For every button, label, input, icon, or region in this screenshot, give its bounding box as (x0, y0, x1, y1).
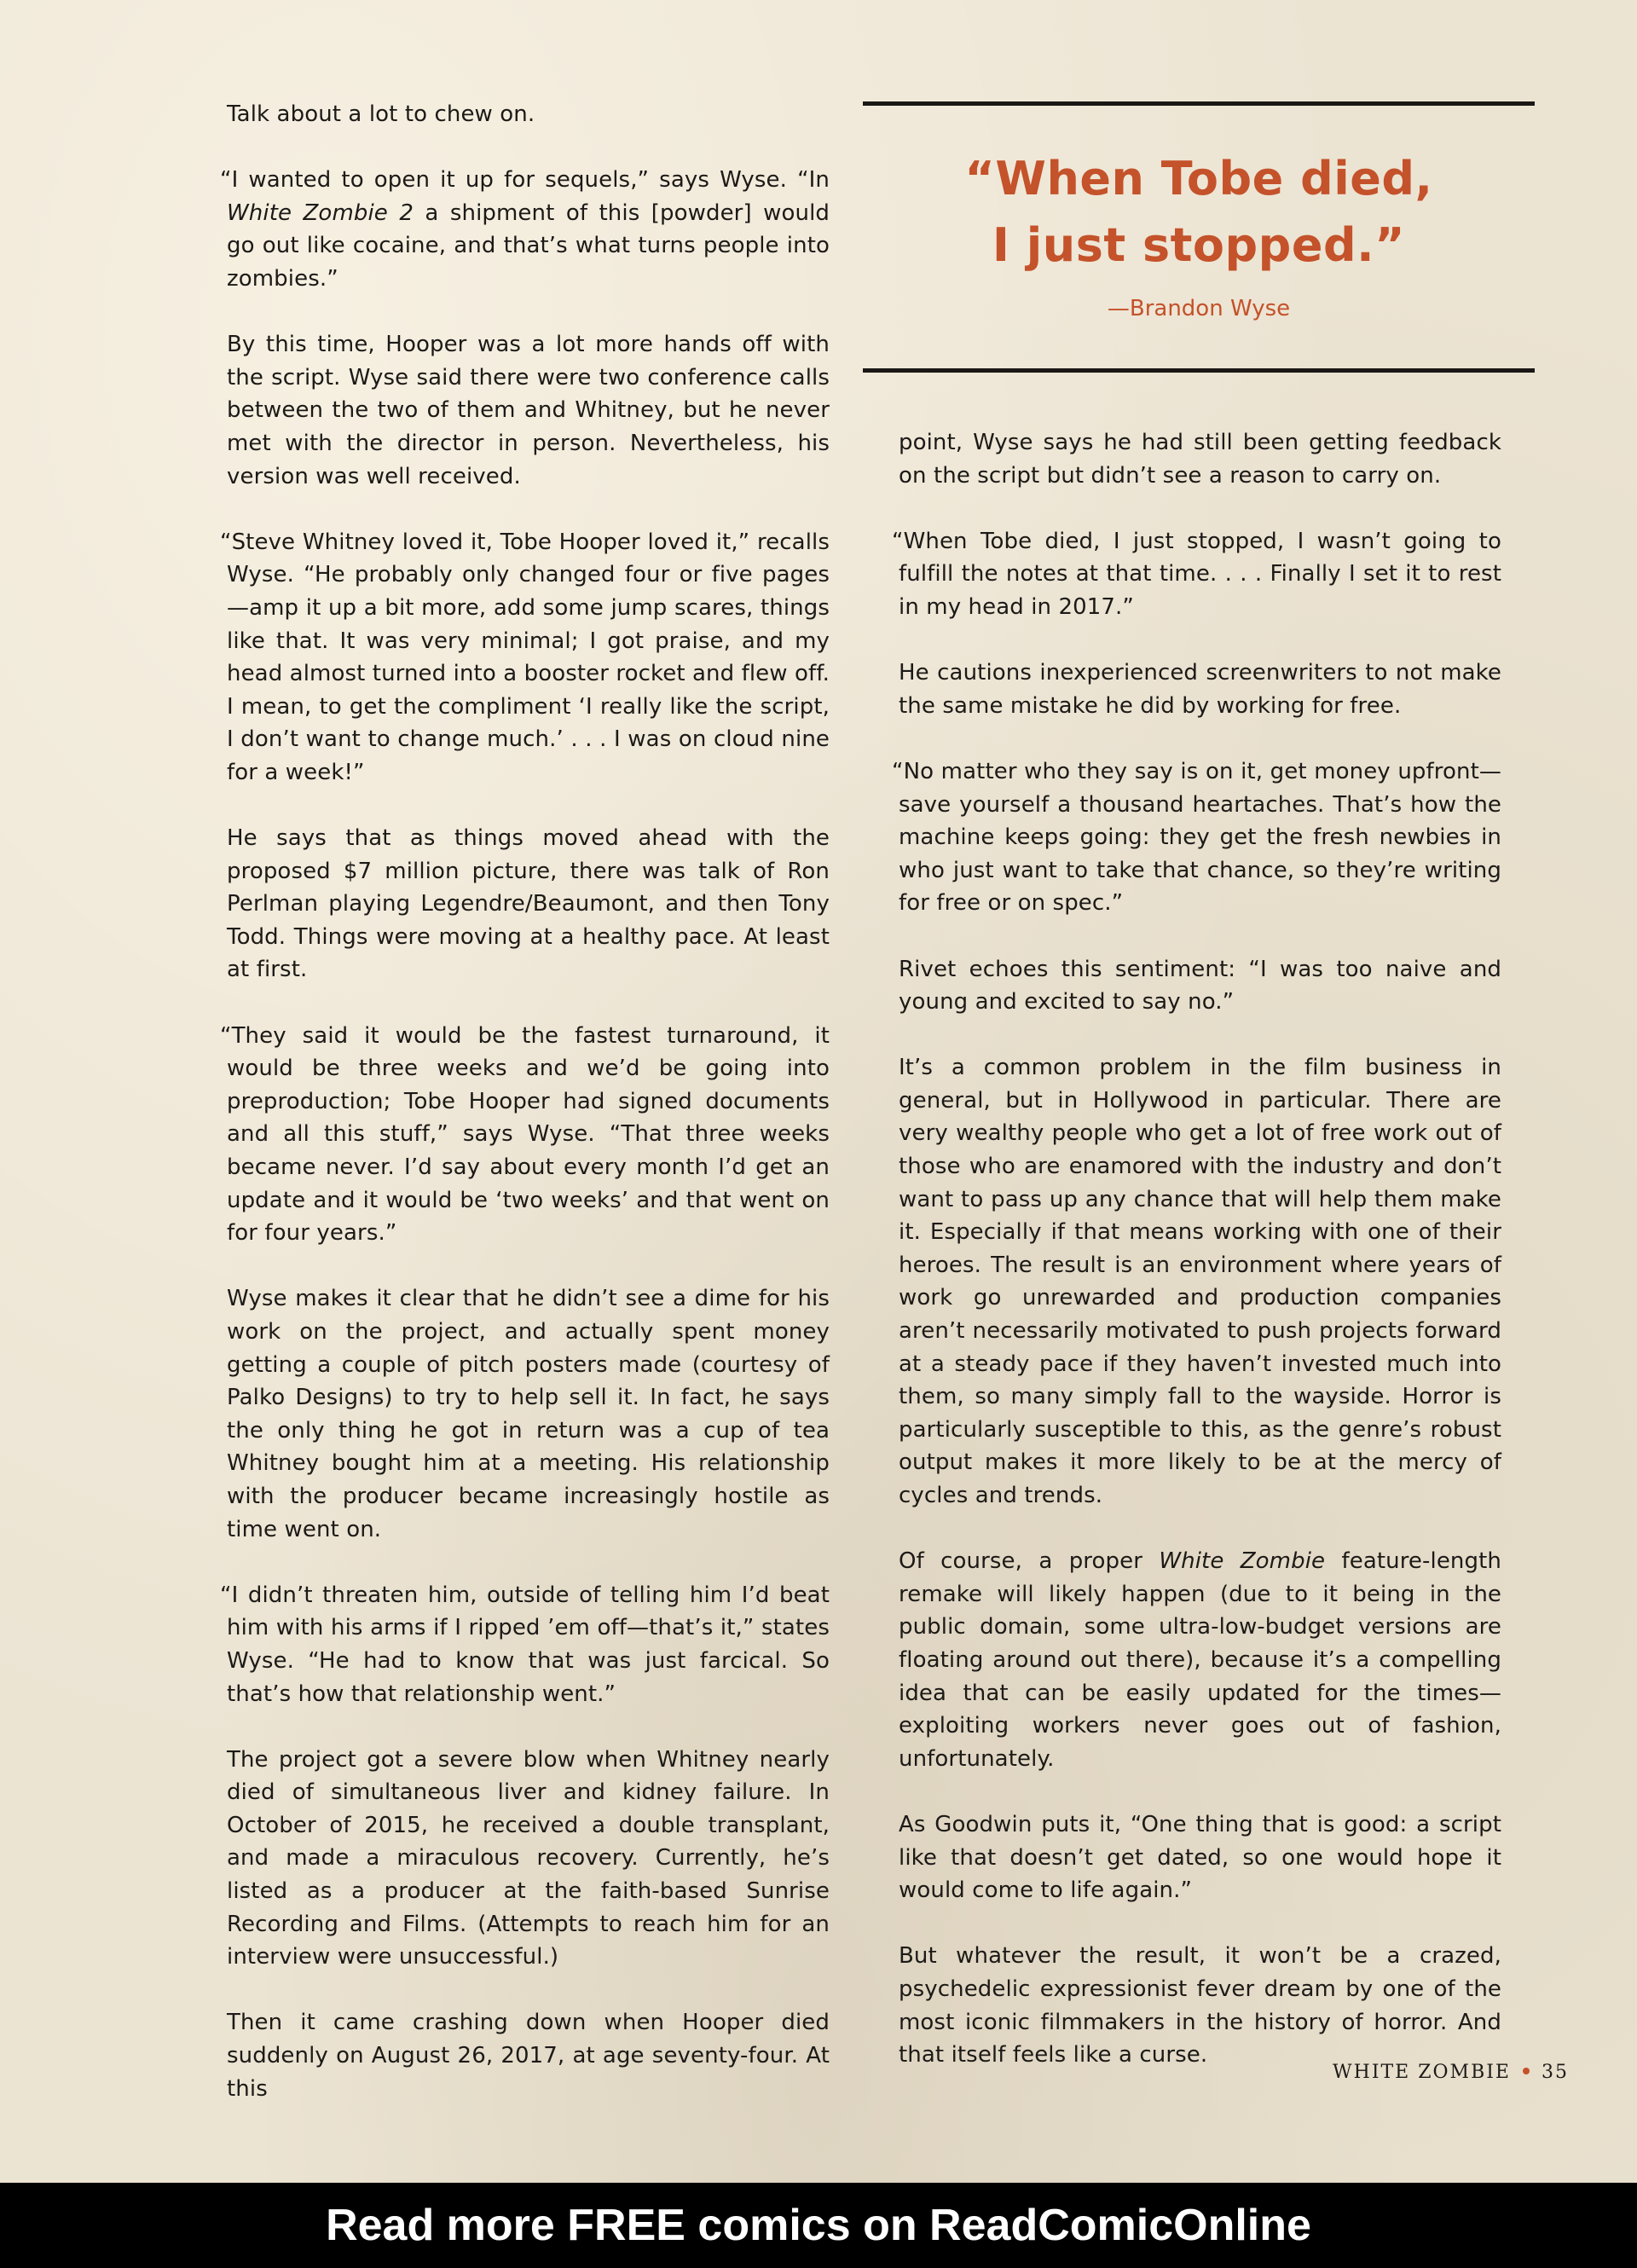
paragraph: “I didn’t threaten him, outside of telling him I’d beat him with his arms if I ripped ’em off—that’s it,” states Wyse. “He had to know that was just farcical. So that’s how that relationship went.” (220, 1582, 830, 1707)
running-title: WHITE ZOMBIE (1333, 2062, 1511, 2083)
pull-quote-box (863, 101, 1535, 374)
paragraph: Wyse makes it clear that he didn’t see a dime for his work on the project, and actually spent money getting a couple of pitch posters made (courtesy of Palko Designs) to try to help sell it. In fact, he says the only thing he got in return was a cup of tea Whitney bought him at a meeting. His relationship with the producer became increasingly hostile as time went on. (227, 1286, 830, 1542)
paragraph: As Goodwin puts it, “One thing that is good: a script like that doesn’t get dated, so one would hope it would come to life again.” (899, 1811, 1501, 1904)
paragraph: Rivet echoes this sentiment: “I was too naive and young and excited to say no.” (899, 956, 1501, 1015)
pull-quote-top-rule (863, 101, 1535, 106)
paragraph: point, Wyse says he had still been getting feedback on the script but didn’t see a reason to carry on. (899, 430, 1501, 489)
page-number: 35 (1542, 2062, 1569, 2083)
paragraph: “They said it would be the fastest turnaround, it would be three weeks and we’d be going into preproduction; Tobe Hooper had signed documents and all this stuff,” says Wyse. “That three weeks became never. I’d say about every month I’d get an update and it would be ‘two weeks’ and that went on for four years.” (220, 1022, 830, 1247)
promo-banner[interactable] (0, 2183, 1637, 2268)
pull-quote-line: I just stopped.” (992, 218, 1406, 272)
left-column (220, 98, 830, 2138)
paragraph: Of course, a proper White Zombie feature-length remake will likely happen (due to it being in the public domain, some ultra-low-budget versions are floating around out there), because it’s a compelling idea that can be easily updated for the times—exploiting workers never goes out of fashion, unfortunately. (899, 1548, 1501, 1772)
paragraph: But whatever the result, it won’t be a crazed, psychedelic expressionist fever dream by one of the most iconic filmmakers in the history of horror. And that itself feels like a curse. (899, 1943, 1501, 2068)
paragraph: It’s a common problem in the film business in general, but in Hollywood in particular. There are very wealthy people who get a lot of free work out of those who are enamored with the industry and don’t want to pass up any chance that will help them make it. Especially if that means working with one of their heroes. The result is an environment where years of work go unrewarded and production companies aren’t necessarily motivated to push projects forward at a steady pace if they haven’t invested much into them, so many simply fall to the wayside. Horror is particularly susceptible to this, as the genre’s robust output makes it more likely to be at the mercy of cycles and trends. (899, 1055, 1501, 1508)
film-title: White Zombie (1159, 1548, 1326, 1575)
pull-quote (863, 146, 1535, 279)
paragraph: Then it came crashing down when Hooper died suddenly on August 26, 2017, at age seventy-four. At this (227, 2010, 830, 2102)
pull-quote-line: “When Tobe died, (964, 152, 1433, 205)
paragraph: “Steve Whitney loved it, Tobe Hooper loved it,” recalls Wyse. “He probably only changed four or five pages—amp it up a bit more, add some jump scares, things like that. It was very minimal; I got praise, and my head almost turned into a booster rocket and flew off. I mean, to get the compliment ‘I really like the script, I don’t want to change much.’ . . . I was on cloud nine for a week!” (220, 529, 830, 785)
paragraph: “When Tobe died, I just stopped, I wasn’t going to fulfill the notes at that time. . . . Finally I set it to rest in my head in 2017.” (892, 528, 1501, 620)
paragraph: “No matter who they say is on it, get money upfront—save yourself a thousand heartaches. That’s how the machine keeps going: they get the fresh newbies in who just want to take that chance, so they’re writing for free or on spec.” (892, 758, 1501, 917)
pull-quote-attribution: —Brandon Wyse (1107, 296, 1291, 321)
paragraph: He says that as things moved ahead with the proposed $7 million picture, there was talk of Ron Perlman playing Legendre/Beaumont, and then Tony Todd. Things were moving at a healthy pace. At least at first. (227, 825, 830, 983)
pull-quote-bottom-rule (863, 368, 1535, 373)
film-title: White Zombie 2 (227, 200, 414, 226)
paragraph: “I wanted to open it up for sequels,” says Wyse. “In White Zombie 2 a shipment of this [powder] would go out like cocaine, and that’s what turns people into zombies.” (220, 167, 830, 292)
paragraph: He cautions inexperienced screenwriters to not make the same mistake he did by working for free. (899, 660, 1501, 719)
page-folio (1333, 2062, 1569, 2083)
bullet-dot-icon (1523, 2068, 1530, 2074)
paragraph: The project got a severe blow when Whitney nearly died of simultaneous liver and kidney failure. In October of 2015, he received a double transplant, and made a miraculous recovery. Currently, he’s listed as a producer at the faith-based Sunrise Recording and Films. (Attempts to reach him for an interview were unsuccessful.) (227, 1746, 830, 1970)
paragraph: By this time, Hooper was a lot more hands off with the script. Wyse said there were two conference calls between the two of them and Whitney, but he never met with the director in person. Nevertheless, his version was well received. (227, 332, 830, 489)
right-column (892, 426, 1501, 2104)
promo-banner-text[interactable]: Read more FREE comics on ReadComicOnline (326, 2201, 1311, 2250)
paragraph: Talk about a lot to chew on. (227, 101, 535, 127)
